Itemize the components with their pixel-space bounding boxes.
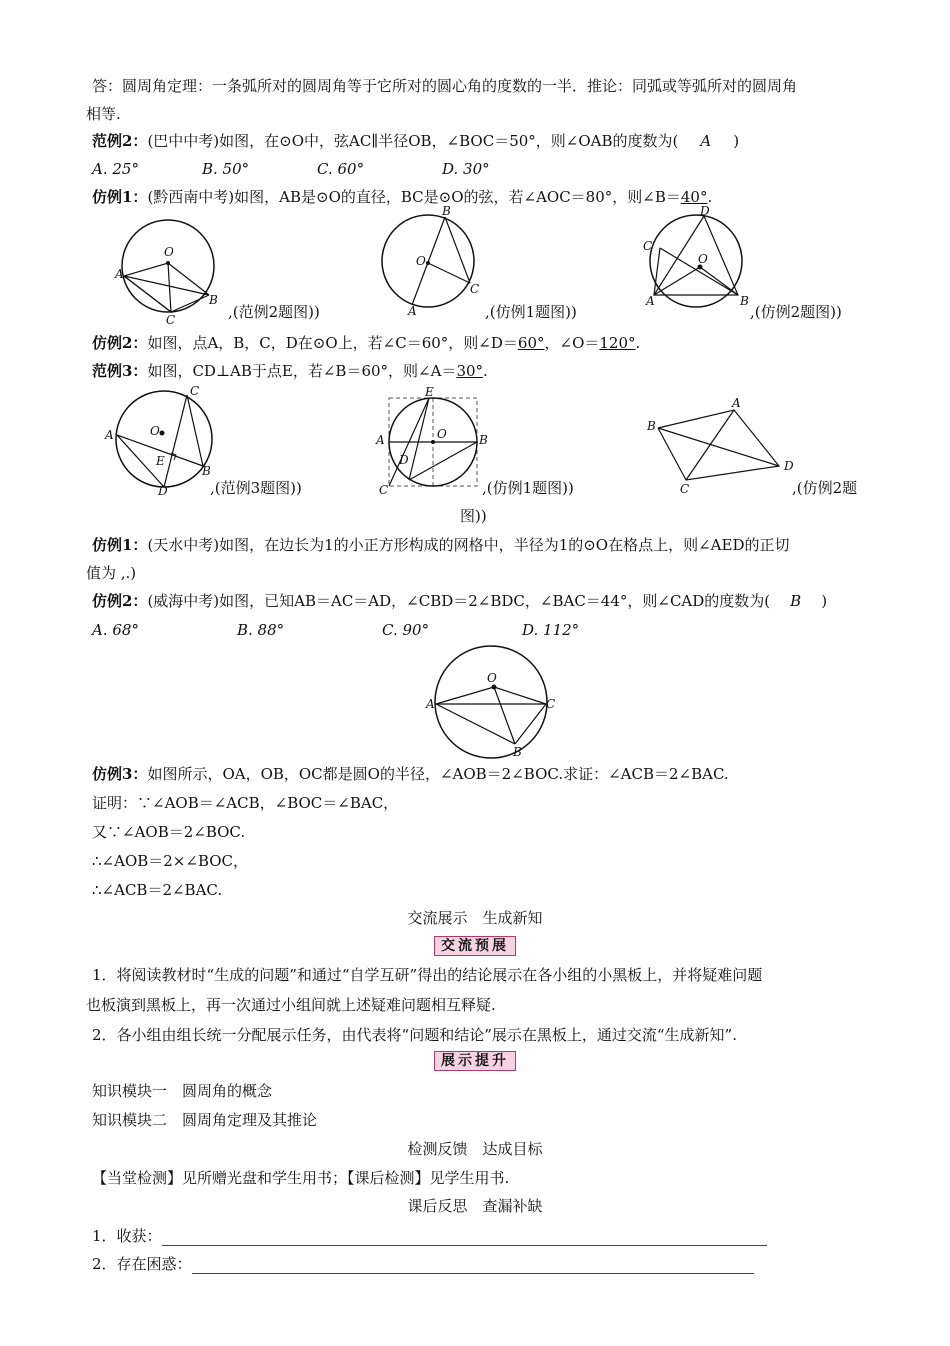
- imitation-2b-close: ): [821, 592, 828, 610]
- imitation-2b-text: (威海中考)如图，已知AB＝AC＝AD，∠CBD＝2∠BDC，∠BAC＝44°，则∠CAD的度数为(: [147, 592, 771, 610]
- svg-text:C: C: [166, 313, 176, 327]
- imitation-2b-option-b: B. 88°: [237, 621, 285, 639]
- svg-text:E: E: [425, 385, 434, 399]
- svg-text:A: A: [376, 433, 385, 447]
- section-title-exchange: 交流展示 生成新知: [407, 909, 543, 927]
- badge-exchange-wrap: [0, 935, 950, 956]
- figure-imitation-2: [640, 205, 752, 315]
- svg-text:C: C: [546, 697, 556, 711]
- figure-example-3: [100, 383, 220, 498]
- imitation-2a-text-2: ，∠O＝: [544, 334, 600, 352]
- svg-text:A: A: [115, 267, 124, 281]
- imitation-2a-text-1: 如图，点A，B，C，D在⊙O上，若∠C＝60°，则∠D＝: [147, 334, 518, 352]
- svg-text:O: O: [164, 245, 174, 259]
- example-2-option-b: B. 50°: [202, 160, 250, 178]
- figure-grid-imitation-1: [373, 384, 488, 497]
- imitation-1a-answer: 40°: [680, 188, 708, 206]
- example-3-question: [92, 361, 488, 381]
- reflection-doubts-label: 2．存在困惑：: [92, 1255, 192, 1273]
- badge-display: 展示提升: [434, 1051, 516, 1071]
- knowledge-module-1: 知识模块一 圆周角的概念: [92, 1082, 273, 1100]
- imitation-2a-label: 仿例2：: [92, 334, 148, 352]
- imitation-2b-question: [92, 591, 827, 611]
- caption-quadrilateral-a: ,(仿例2题: [792, 479, 858, 497]
- example-2-options: [92, 159, 490, 179]
- example-2-question: [92, 131, 739, 151]
- svg-text:O: O: [416, 254, 426, 268]
- example-3-text: 如图，CD⊥AB于点E，若∠B＝60°，则∠A＝: [147, 362, 457, 380]
- imitation-2a-answer-1: 60°: [517, 334, 545, 352]
- svg-text:A: A: [426, 697, 435, 711]
- caption-grid-imitation-1: ,(仿例1题图)): [482, 479, 574, 497]
- example-2-label: 范例2：: [92, 132, 148, 150]
- imitation-1a-text: (黔西南中考)如图，AB是⊙O的直径，BC是⊙O的弦，若∠AOC＝80°，则∠B＝: [147, 188, 681, 206]
- svg-text:B: B: [647, 419, 656, 433]
- section-title-feedback: 检测反馈 达成目标: [407, 1140, 543, 1158]
- svg-text:C: C: [643, 239, 653, 253]
- svg-text:B: B: [479, 433, 488, 447]
- intro-line-2: 相等.: [86, 105, 121, 123]
- svg-text:B: B: [740, 294, 749, 308]
- reflection-doubts-blank[interactable]: [192, 1259, 754, 1274]
- svg-text:B: B: [442, 204, 451, 218]
- imitation-2b-label: 仿例2：: [92, 592, 148, 610]
- imitation-3-text: 如图所示，OA，OB，OC都是圆O的半径，∠AOB＝2∠BOC.求证：∠ACB＝2∠BAC.: [147, 765, 729, 783]
- imitation-2b-option-a: A. 68°: [92, 621, 139, 639]
- svg-text:D: D: [700, 204, 710, 218]
- example-2-close: ): [733, 132, 740, 150]
- imitation-2a-answer-2: 120°: [599, 334, 636, 352]
- svg-text:D: D: [158, 484, 168, 498]
- svg-text:B: B: [209, 293, 218, 307]
- section-title-reflection: 课后反思 查漏补缺: [407, 1197, 543, 1215]
- badge-exchange: 交流预展: [434, 936, 516, 956]
- svg-text:O: O: [150, 424, 160, 438]
- svg-text:B: B: [202, 464, 211, 478]
- svg-text:E: E: [156, 454, 165, 468]
- svg-text:C: C: [190, 384, 200, 398]
- imitation-2b-answer: B: [790, 592, 802, 610]
- imitation-1b-question: [92, 535, 789, 555]
- imitation-2b-option-d: D. 112°: [522, 621, 580, 639]
- exchange-paragraph-1a: 1．将阅读教材时“生成的问题”和通过“自学互研”得出的结论展示在各小组的小黑板上，并将疑难问题: [92, 966, 763, 984]
- reflection-gains-label: 1．收获：: [92, 1227, 162, 1245]
- imitation-1b-line-2: 值为 ,.): [86, 564, 137, 582]
- svg-text:A: A: [105, 428, 114, 442]
- badge-display-wrap: [0, 1050, 950, 1071]
- example-2-option-c: C. 60°: [317, 160, 365, 178]
- figure-quadrilateral-imitation-2: [644, 396, 804, 496]
- svg-text:C: C: [470, 282, 480, 296]
- caption-quadrilateral-b: 图)): [460, 507, 487, 525]
- svg-text:A: A: [408, 304, 417, 318]
- reflection-gains: [92, 1226, 767, 1246]
- caption-imitation-1: ,(仿例1题图)): [485, 303, 577, 321]
- imitation-1b-line-1: (天水中考)如图，在边长为1的小正方形构成的网格中，半径为1的⊙O在格点上，则∠AED的正切: [147, 536, 790, 554]
- svg-text:B: B: [513, 745, 522, 759]
- figure-imitation-3: [424, 640, 560, 760]
- imitation-1a-question: [92, 187, 712, 207]
- knowledge-module-2: 知识模块二 圆周角定理及其推论: [92, 1111, 318, 1129]
- example-2-answer: A: [700, 132, 712, 150]
- svg-text:O: O: [437, 427, 447, 441]
- proof-line-4: ∴∠ACB＝2∠BAC.: [92, 881, 223, 899]
- intro-line-1: 答：圆周角定理：一条弧所对的圆周角等于它所对的圆心角的度数的一半．推论：同弧或等弧所对的圆周角: [92, 77, 798, 95]
- imitation-2b-options: [92, 620, 579, 640]
- svg-text:D: D: [784, 459, 794, 473]
- svg-text:A: A: [732, 396, 741, 410]
- exchange-paragraph-2: 2．各小组由组长统一分配展示任务，由代表将“问题和结论”展示在黑板上，通过交流“生成新知”.: [92, 1026, 737, 1044]
- reflection-gains-blank[interactable]: [162, 1231, 767, 1246]
- imitation-2a-question: [92, 333, 640, 353]
- proof-line-3: ∴∠AOB＝2×∠BOC，: [92, 852, 249, 870]
- proof-line-2: 又∵∠AOB＝2∠BOC.: [92, 823, 246, 841]
- caption-example-3: ,(范例3题图)): [210, 479, 302, 497]
- example-2-option-a: A. 25°: [92, 160, 139, 178]
- imitation-3-label: 仿例3：: [92, 765, 148, 783]
- imitation-1a-label: 仿例1：: [92, 188, 148, 206]
- caption-example-2: ,(范例2题图)): [228, 303, 320, 321]
- svg-text:A: A: [646, 294, 655, 308]
- svg-text:C: C: [680, 482, 690, 496]
- imitation-1b-label: 仿例1：: [92, 536, 148, 554]
- svg-text:C: C: [379, 483, 389, 497]
- svg-text:O: O: [698, 252, 708, 266]
- example-3-end: .: [483, 362, 488, 380]
- feedback-text: 【当堂检测】见所赠光盘和学生用书；【课后检测】见学生用书.: [92, 1169, 510, 1187]
- svg-text:O: O: [487, 671, 497, 685]
- imitation-2a-end: .: [635, 334, 641, 352]
- example-2-text: (巴中中考)如图，在⊙O中，弦AC∥半径OB，∠BOC＝50°，则∠OAB的度数为(: [147, 132, 679, 150]
- example-3-answer: 30°: [456, 362, 484, 380]
- exchange-paragraph-1b: 也板演到黑板上，再一次通过小组间就上述疑难问题相互释疑.: [86, 996, 496, 1014]
- figure-example-2: [112, 212, 222, 327]
- reflection-doubts: [92, 1254, 754, 1274]
- imitation-3-question: [92, 764, 729, 784]
- example-2-option-d: D. 30°: [442, 160, 490, 178]
- imitation-2b-option-c: C. 90°: [382, 621, 430, 639]
- proof-line-1: 证明：∵∠AOB＝∠ACB，∠BOC＝∠BAC，: [92, 794, 399, 812]
- figure-imitation-1: [372, 204, 482, 318]
- example-3-label: 范例3：: [92, 362, 148, 380]
- caption-imitation-2: ,(仿例2题图)): [750, 303, 842, 321]
- svg-text:D: D: [399, 453, 409, 467]
- imitation-1a-end: .: [707, 188, 713, 206]
